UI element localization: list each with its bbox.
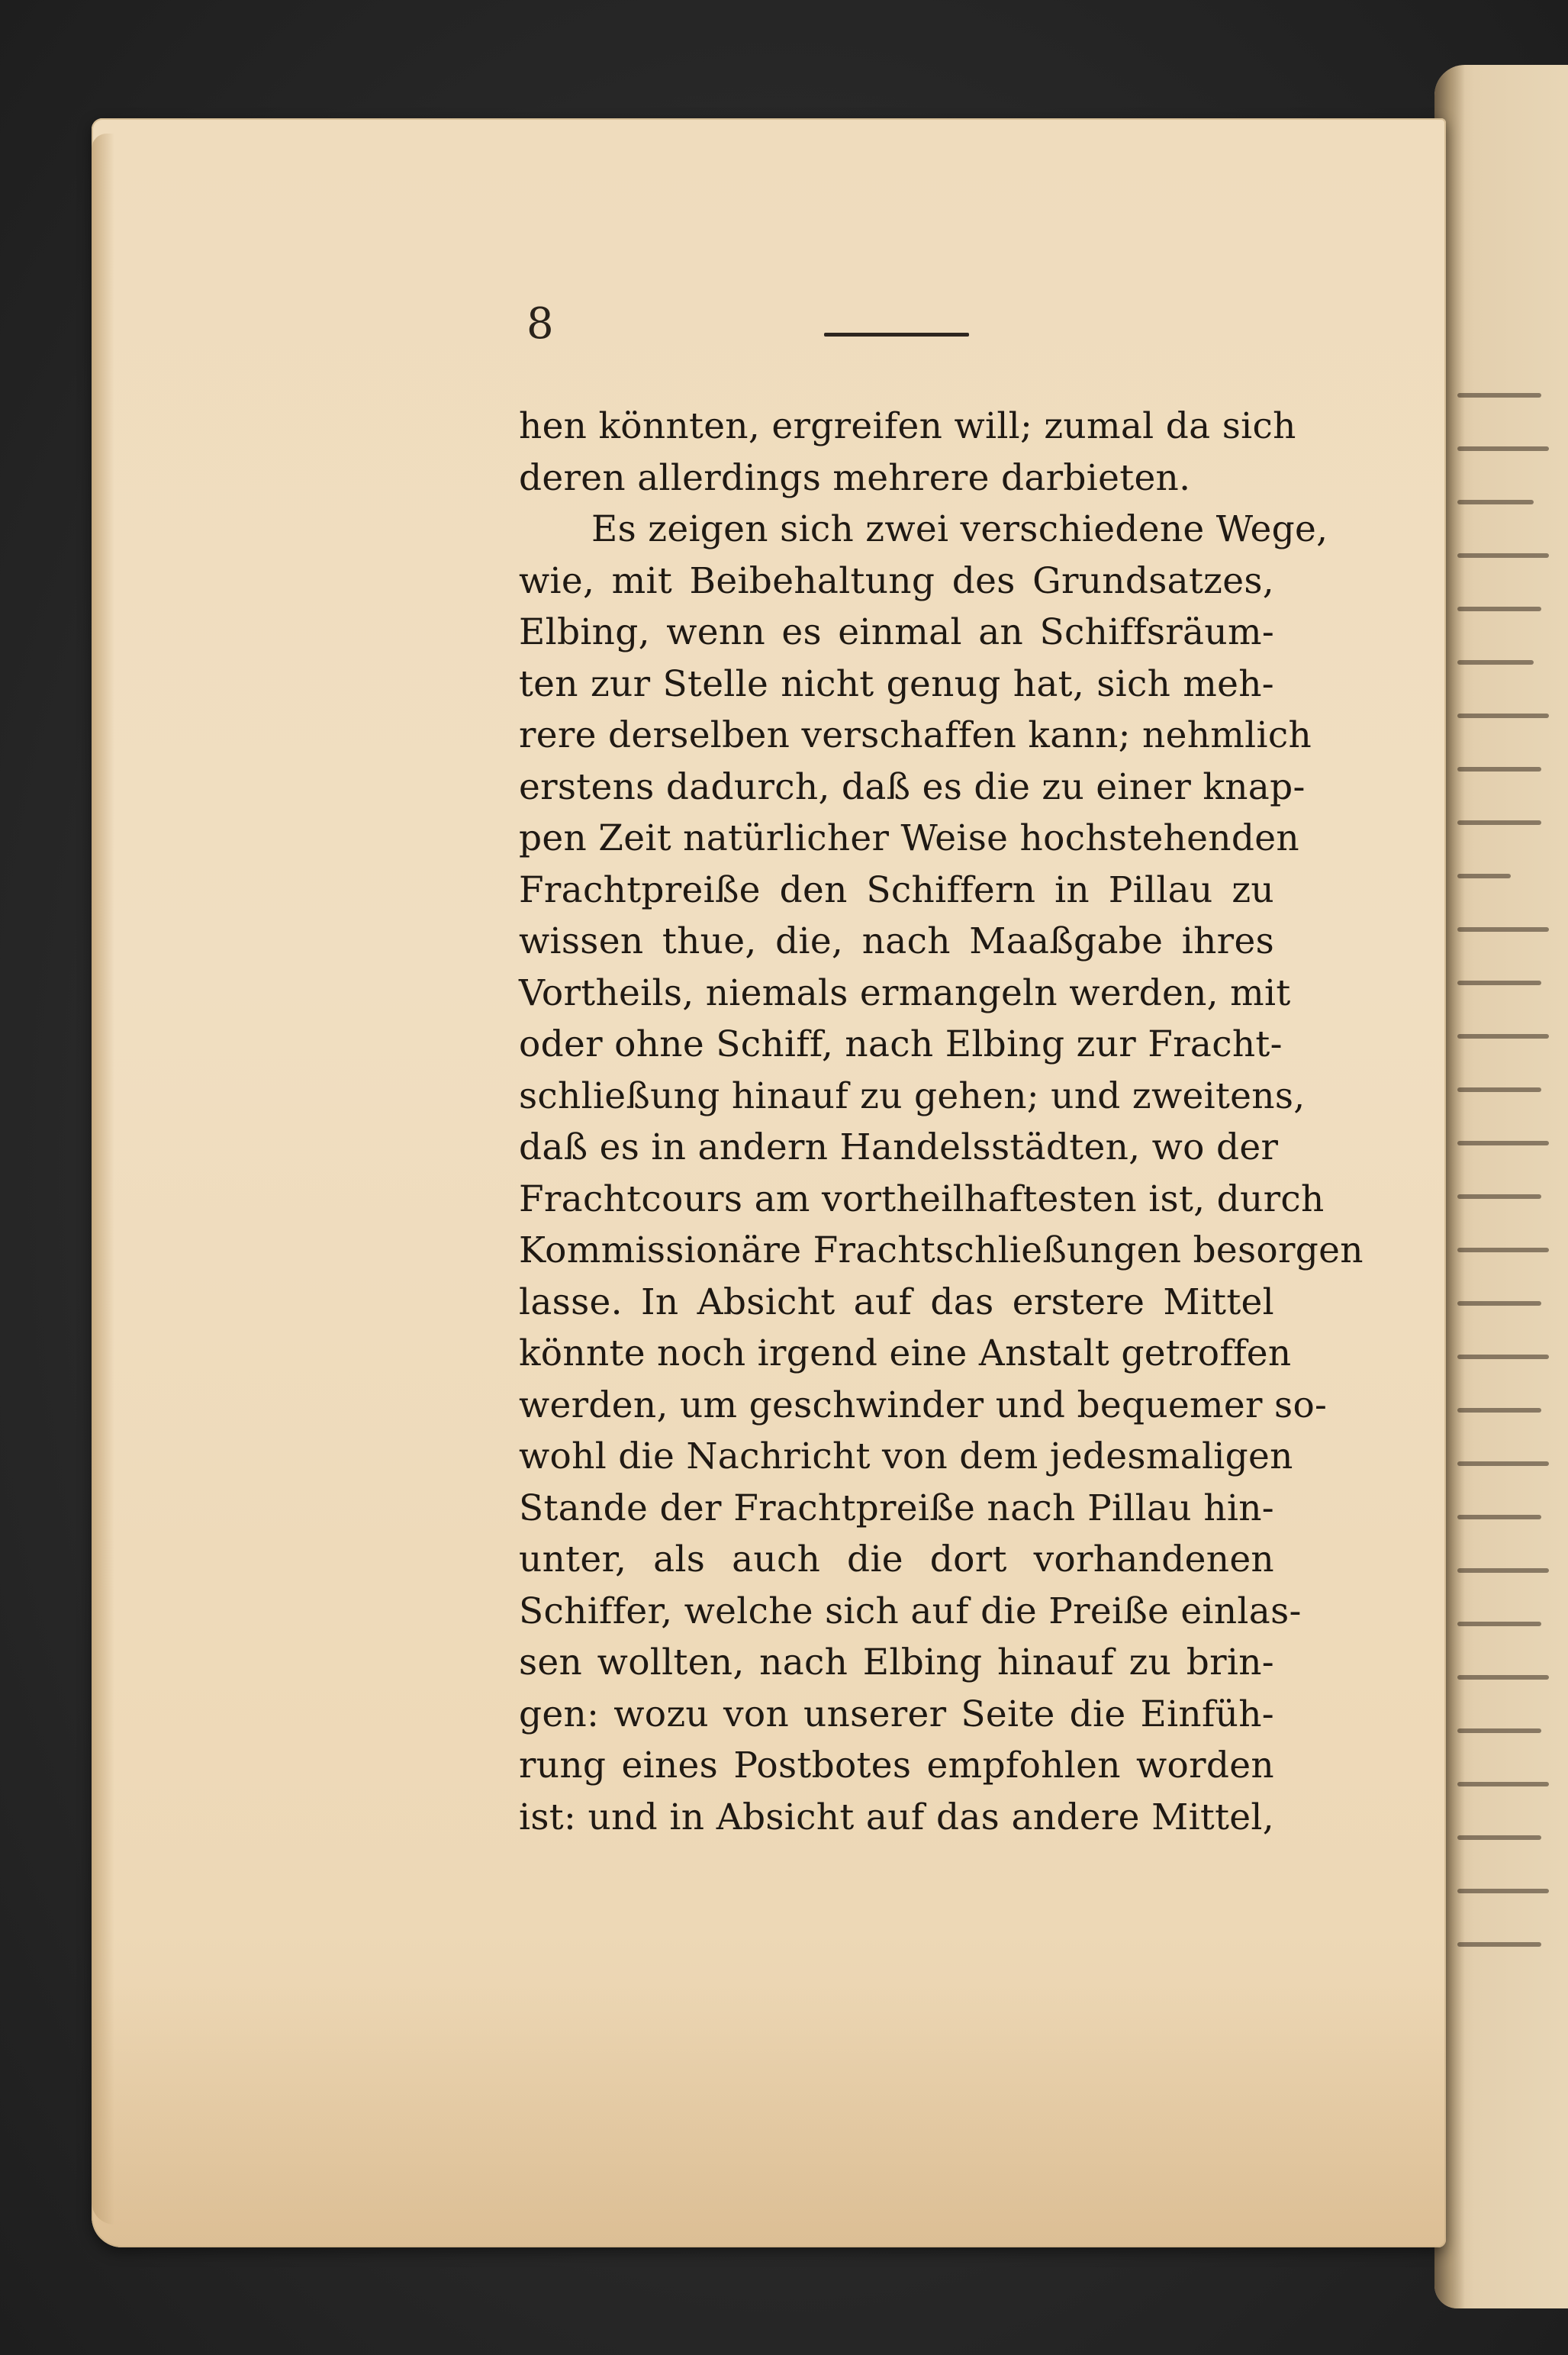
text-line: ist: und in Absicht auf das andere Mittel, (519, 1796, 1274, 1838)
facing-page-text-fragment (1457, 1301, 1541, 1306)
facing-page-text-fragment (1457, 1835, 1541, 1840)
facing-page-text-fragment (1457, 1515, 1541, 1519)
text-line: ten zur Stelle nicht genug hat, sich meh- (519, 662, 1274, 705)
body-text (519, 401, 1364, 1843)
facing-page-text-fragment (1457, 874, 1511, 878)
page-edge-shadow (92, 134, 114, 2225)
page-header (526, 299, 1061, 360)
text-line: werden, um geschwinder und bequemer so- (519, 1384, 1328, 1426)
facing-page-text-fragment (1457, 1087, 1541, 1092)
facing-page-text-fragment (1457, 1728, 1541, 1733)
facing-page-text-fragment (1457, 1675, 1549, 1680)
facing-page-text-fragment (1457, 1194, 1541, 1199)
facing-page-text-fragment (1457, 553, 1549, 558)
text-line: oder ohne Schiff, nach Elbing zur Fracht- (519, 1023, 1283, 1065)
facing-page-text-fragment (1457, 1034, 1549, 1039)
facing-page-text-fragment (1457, 767, 1541, 772)
text-line: wie, mit Beibehaltung des Grundsatzes, (519, 559, 1274, 602)
text-line: Es zeigen sich zwei verschiedene Wege, (591, 508, 1328, 550)
facing-page-edge (1434, 65, 1568, 2308)
text-line: hen könnten, ergreifen will; zumal da sich (519, 405, 1296, 447)
facing-page-text-fragment (1457, 1408, 1541, 1413)
facing-page-text-fragment (1457, 1355, 1549, 1359)
text-line: daß es in andern Handelsstädten, wo der (519, 1126, 1279, 1168)
facing-page-text-fragment (1457, 1141, 1549, 1145)
text-line: pen Zeit natürlicher Weise hochstehenden (519, 817, 1299, 859)
facing-page-text-fragment (1457, 820, 1541, 825)
text-line: wohl die Nachricht von dem jedesmaligen (519, 1435, 1293, 1477)
text-line: Vortheils, niemals ermangeln werden, mit (519, 971, 1291, 1014)
facing-page-text-fragment (1457, 1248, 1549, 1252)
facing-page-text-fragment (1457, 1622, 1541, 1626)
facing-page-text-fragment (1457, 1461, 1549, 1466)
text-line: rung eines Postbotes empfohlen worden (519, 1745, 1274, 1786)
text-line: unter, als auch die dort vorhandenen (519, 1538, 1274, 1580)
facing-page-text-fragment (1457, 714, 1549, 718)
text-line: deren allerdings mehrere darbieten. (519, 456, 1191, 499)
text-line: Frachtpreiße den Schiffern in Pillau zu (519, 868, 1274, 911)
facing-page-text-fragment (1457, 607, 1541, 611)
text-line: rere derselben verschaffen kann; nehmlich (519, 714, 1312, 756)
page-number: 8 (526, 299, 554, 349)
text-line: Elbing, wenn es einmal an Schiffsräum- (519, 611, 1274, 653)
facing-page-text-fragment (1457, 660, 1534, 665)
page-foxing (92, 1984, 1446, 2247)
facing-page-text-fragment (1457, 1568, 1549, 1573)
text-line: Schiffer, welche sich auf die Preiße einlas- (519, 1590, 1302, 1632)
facing-page-text-fragment (1457, 393, 1541, 398)
text-line: Stande der Frachtpreiße nach Pillau hin- (519, 1487, 1274, 1529)
facing-page-text-fragment (1457, 927, 1549, 932)
facing-page-text-fragment (1457, 1942, 1541, 1947)
text-line: Frachtcours am vortheilhaftesten ist, durch (519, 1178, 1325, 1220)
facing-page-text-fragment (1457, 1889, 1549, 1893)
facing-page-text-fragment (1457, 1782, 1549, 1786)
text-line: erstens dadurch, daß es die zu einer knap- (519, 765, 1306, 808)
text-line: könnte noch irgend eine Anstalt getroffen (519, 1332, 1292, 1374)
facing-page-text-fragment (1457, 981, 1541, 985)
facing-page-text-fragment (1457, 500, 1534, 504)
text-line: gen: wozu von unserer Seite die Einfüh- (519, 1693, 1274, 1735)
text-line: lasse. In Absicht auf das erstere Mittel (519, 1281, 1274, 1323)
header-rule (824, 333, 969, 337)
text-line: schließung hinauf zu gehen; und zweitens, (519, 1074, 1306, 1117)
facing-page-text-fragment (1457, 446, 1549, 451)
text-line: Kommissionäre Frachtschließungen besorgen (519, 1229, 1364, 1271)
text-line: wissen thue, die, nach Maaßgabe ihres (519, 920, 1274, 962)
text-line: sen wollten, nach Elbing hinauf zu brin- (519, 1641, 1274, 1683)
